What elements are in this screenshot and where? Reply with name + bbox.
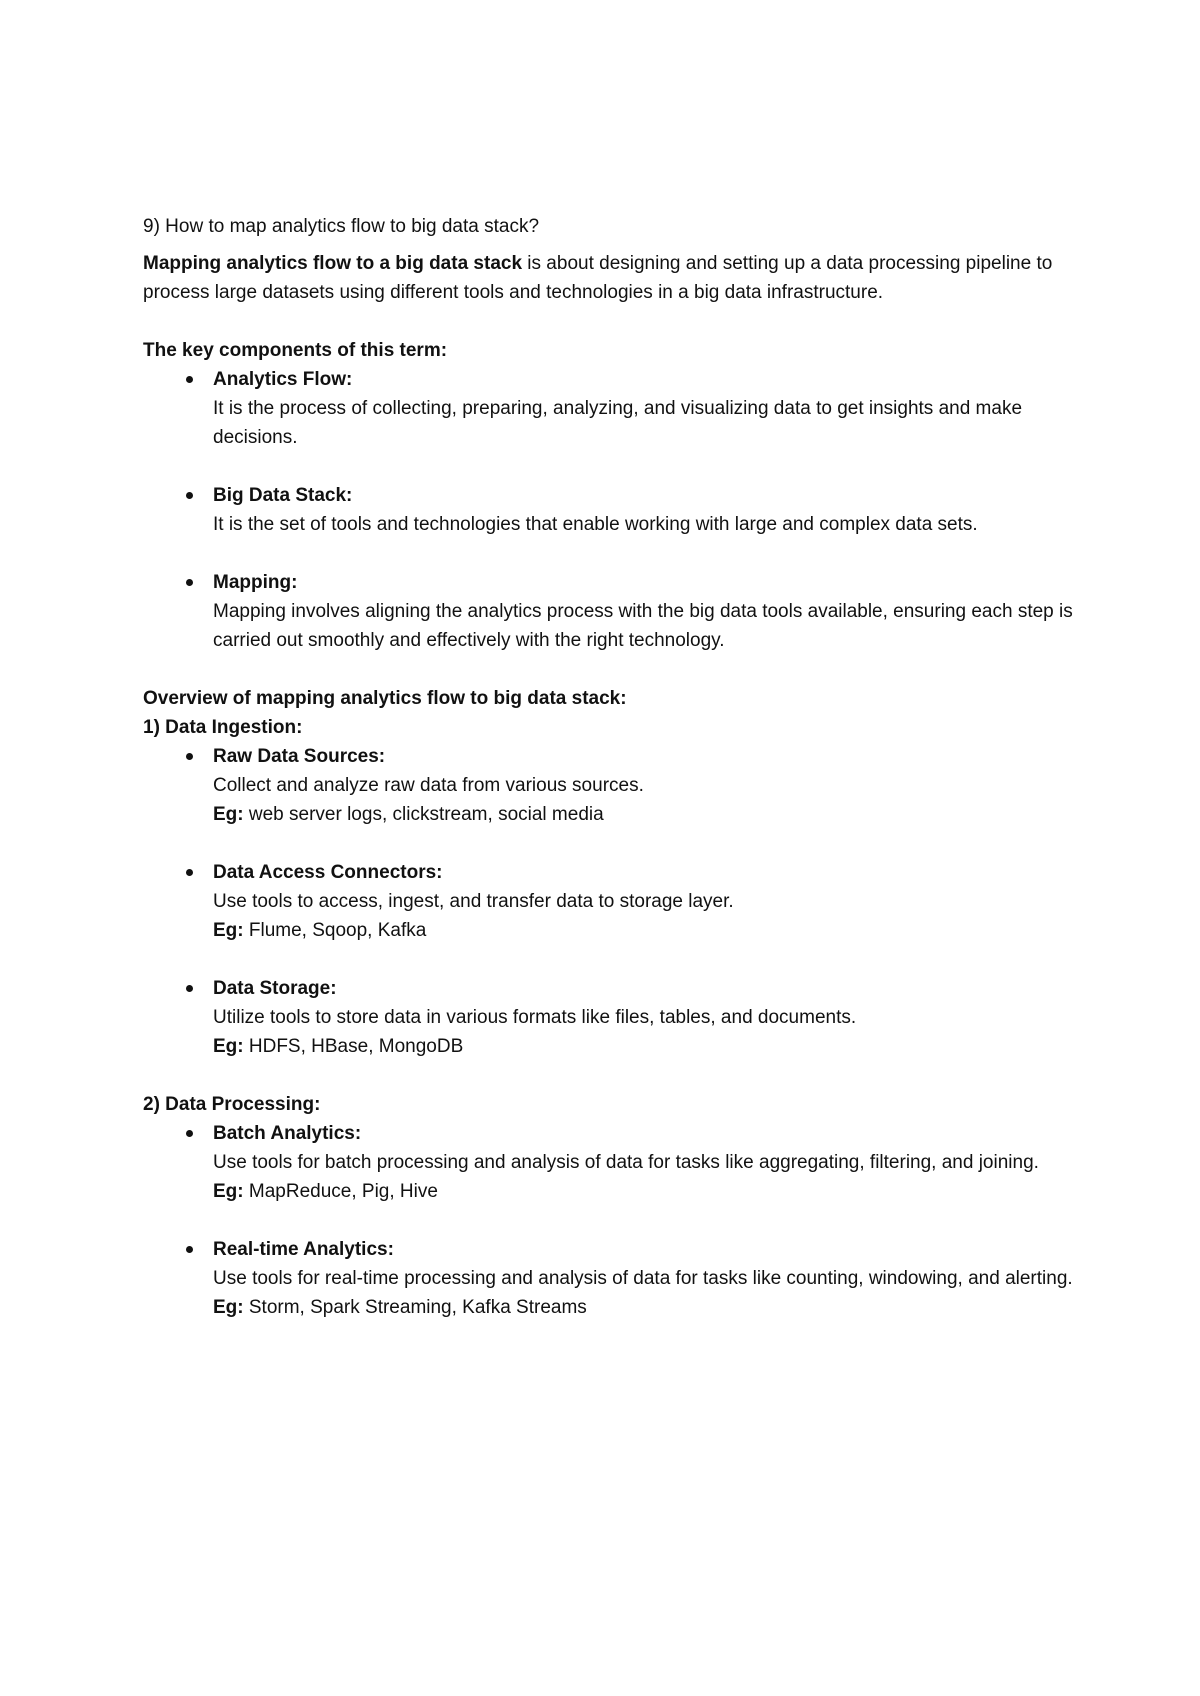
- item-title: Batch Analytics:: [213, 1123, 362, 1144]
- list-item: [143, 858, 1083, 945]
- item-title: Raw Data Sources:: [213, 746, 386, 767]
- item-example: [213, 1293, 1083, 1322]
- bullet-icon: [186, 1246, 193, 1253]
- list-item: [143, 568, 1083, 655]
- overview-heading: Overview of mapping analytics flow to big data stack:: [143, 688, 627, 709]
- list-item: [143, 365, 1083, 452]
- item-example: [213, 916, 1083, 945]
- intro-rest: is about designing and setting up a data processing pipeline to process large datasets using different tools and technologies in a big data infrastructure.: [143, 253, 1053, 303]
- eg-label: Eg:: [213, 1297, 244, 1318]
- item-example: [213, 1177, 1083, 1206]
- list-item: [143, 1235, 1083, 1322]
- eg-label: Eg:: [213, 1181, 244, 1202]
- bullet-icon: [186, 376, 193, 383]
- item-body: It is the process of collecting, preparing, analyzing, and visualizing data to get insights and make decisions.: [213, 398, 1023, 448]
- item-body: Use tools for real-time processing and analysis of data for tasks like counting, windowing, and alerting.: [213, 1268, 1073, 1289]
- list-item: [143, 1119, 1083, 1206]
- bullet-icon: [186, 579, 193, 586]
- section-heading: 1) Data Ingestion:: [143, 717, 303, 738]
- eg-text: MapReduce, Pig, Hive: [243, 1181, 438, 1202]
- item-title: Analytics Flow:: [213, 369, 353, 390]
- intro-bold: Mapping analytics flow to a big data stack: [143, 253, 523, 274]
- item-title: Real-time Analytics:: [213, 1239, 394, 1260]
- eg-text: Flume, Sqoop, Kafka: [243, 920, 427, 941]
- eg-text: web server logs, clickstream, social media: [243, 804, 604, 825]
- list-item: [143, 481, 1083, 539]
- bullet-icon: [186, 492, 193, 499]
- item-title: Mapping:: [213, 572, 298, 593]
- item-body: Mapping involves aligning the analytics process with the big data tools available, ensuring each step is carried out smoothly and effectively with the right technology.: [213, 601, 1073, 651]
- key-components-heading: The key components of this term:: [143, 340, 448, 361]
- eg-label: Eg:: [213, 920, 244, 941]
- item-example: [213, 1032, 1083, 1061]
- bullet-icon: [186, 869, 193, 876]
- item-body: Use tools to access, ingest, and transfer data to storage layer.: [213, 891, 734, 912]
- item-body: Use tools for batch processing and analysis of data for tasks like aggregating, filtering, and joining.: [213, 1152, 1039, 1173]
- bullet-icon: [186, 753, 193, 760]
- item-body: Utilize tools to store data in various formats like files, tables, and documents.: [213, 1007, 857, 1028]
- item-title: Data Storage:: [213, 978, 337, 999]
- intro-paragraph: [143, 249, 1083, 307]
- item-body: It is the set of tools and technologies that enable working with large and complex data sets.: [213, 514, 978, 535]
- section-heading: 2) Data Processing:: [143, 1094, 321, 1115]
- bullet-icon: [186, 985, 193, 992]
- item-title: Big Data Stack:: [213, 485, 353, 506]
- eg-label: Eg:: [213, 804, 244, 825]
- item-body: Collect and analyze raw data from various sources.: [213, 775, 644, 796]
- eg-text: HDFS, HBase, MongoDB: [243, 1036, 464, 1057]
- list-item: [143, 742, 1083, 829]
- eg-text: Storm, Spark Streaming, Kafka Streams: [243, 1297, 587, 1318]
- eg-label: Eg:: [213, 1036, 244, 1057]
- item-example: [213, 800, 1083, 829]
- list-item: [143, 974, 1083, 1061]
- item-title: Data Access Connectors:: [213, 862, 443, 883]
- document-page: [143, 212, 1083, 1322]
- question-heading: 9) How to map analytics flow to big data stack?: [143, 216, 540, 237]
- bullet-icon: [186, 1130, 193, 1137]
